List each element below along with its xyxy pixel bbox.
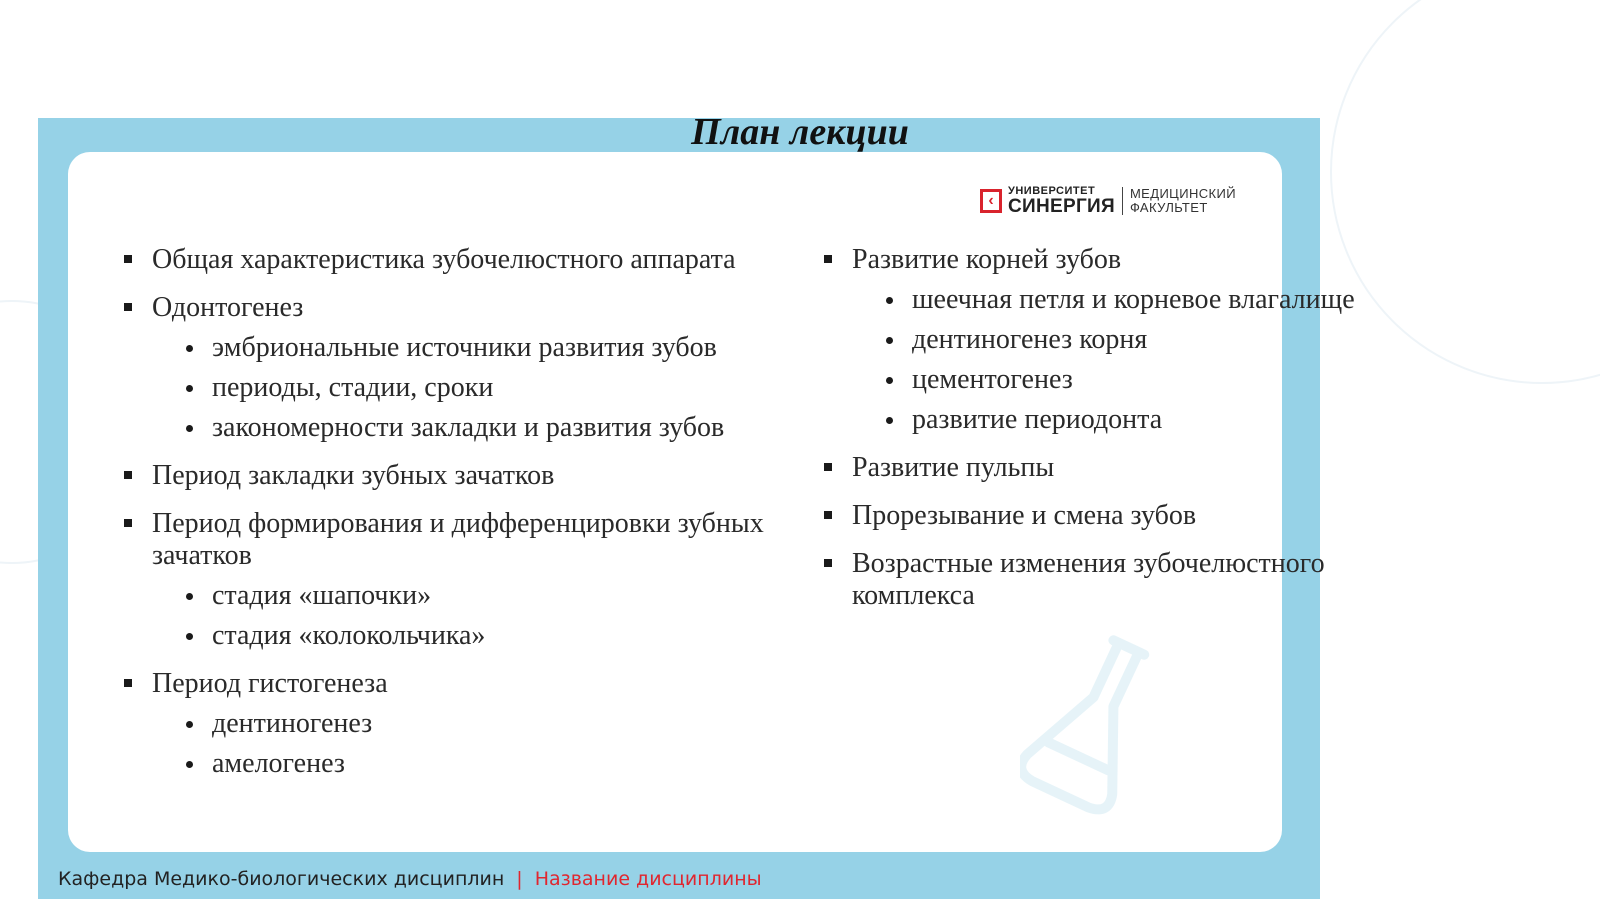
logo-divider [1122, 187, 1123, 215]
logo-faculty-line1: МЕДИЦИНСКИЙ [1129, 186, 1236, 202]
plan-item [824, 548, 1384, 612]
plan-item-text: Развитие пульпы [852, 452, 1055, 483]
university-logo [980, 186, 1236, 216]
plan-subitem: закономерности закладки и развития зубов [152, 412, 784, 444]
footer-separator: | [516, 868, 523, 890]
slide-footer [58, 868, 762, 890]
plan-item [124, 292, 784, 444]
slide-title: План лекции [691, 111, 909, 153]
plan-subitem: цементогенез [852, 364, 1384, 396]
logo-top-line: УНИВЕРСИТЕТ [1008, 185, 1096, 197]
plan-item [824, 452, 1384, 484]
plan-item-text: Прорезывание и смена зубов [852, 500, 1197, 531]
plan-item-text: Возрастные изменения зубочелюстного комплекса [852, 548, 1325, 611]
plan-subitem: стадия «шапочки» [152, 580, 784, 612]
plan-item [124, 668, 784, 780]
plan-subitems [852, 284, 1384, 436]
footer-department: Кафедра Медико-биологических дисциплин [58, 868, 505, 890]
logo-faculty-line2: ФАКУЛЬТЕТ [1129, 200, 1208, 215]
lecture-plan-right-column [824, 244, 1384, 628]
plan-item-text: Период формирования и дифференцировки зубных зачатков [152, 508, 764, 571]
plan-subitems [152, 332, 784, 444]
plan-item-text: Развитие корней зубов [852, 244, 1122, 275]
plan-subitem: стадия «колокольчика» [152, 620, 784, 652]
plan-item-text: Одонтогенез [152, 292, 304, 323]
plan-item-text: Период закладки зубных зачатков [152, 460, 555, 491]
plan-item [124, 508, 784, 652]
flask-icon [1020, 620, 1170, 820]
plan-item [824, 244, 1384, 436]
plan-item [124, 460, 784, 492]
plan-subitem: шеечная петля и корневое влагалище [852, 284, 1384, 316]
plan-subitems [152, 708, 784, 780]
plan-subitem: дентиногенез корня [852, 324, 1384, 356]
plan-subitem: периоды, стадии, сроки [152, 372, 784, 404]
footer-discipline: Название дисциплины [534, 868, 762, 890]
plan-subitems [152, 580, 784, 652]
plan-item-text: Общая характеристика зубочелюстного аппарата [152, 244, 736, 275]
logo-mark-icon: ‹ [980, 189, 1002, 213]
plan-subitem: амелогенез [152, 748, 784, 780]
plan-subitem: дентиногенез [152, 708, 784, 740]
plan-item [124, 244, 784, 276]
lecture-plan-left-column [124, 244, 784, 796]
plan-subitem: развитие периодонта [852, 404, 1384, 436]
logo-brand: СИНЕРГИЯ [1008, 196, 1115, 217]
plan-item [824, 500, 1384, 532]
plan-subitem: эмбриональные источники развития зубов [152, 332, 784, 364]
plan-item-text: Период гистогенеза [152, 668, 388, 699]
